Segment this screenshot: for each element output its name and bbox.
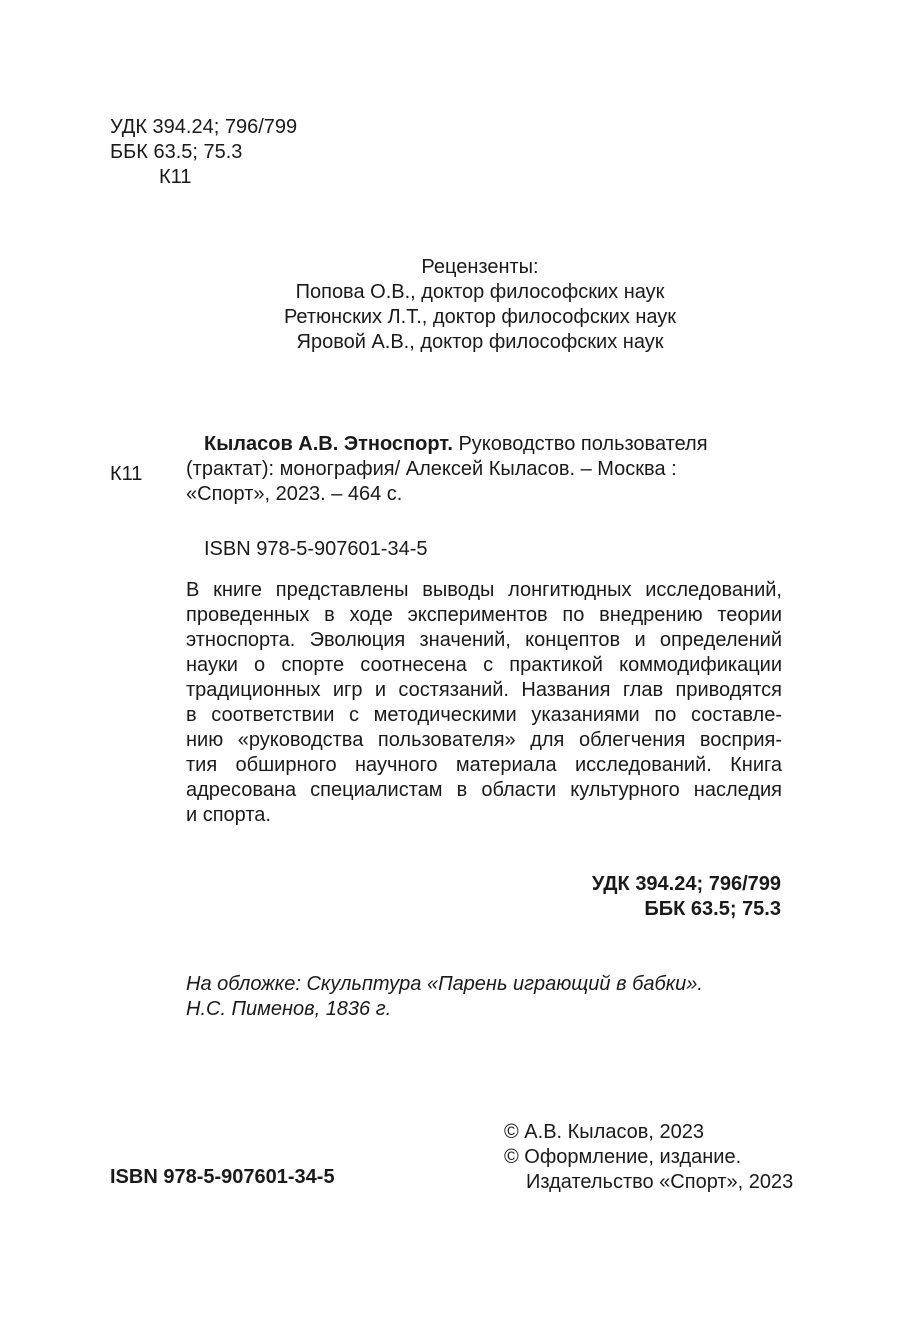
bbk-code-right: ББК 63.5; 75.3	[644, 898, 781, 920]
classification-block	[110, 115, 297, 190]
isbn-bottom: ISBN 978-5-907601-34-5	[110, 1166, 335, 1188]
reviewers-block	[250, 255, 710, 355]
biblio-subtitle: Руководство пользователя	[452, 433, 708, 455]
copyright-author: © А.В. Кыласов, 2023	[504, 1121, 705, 1143]
biblio-author-mark: К11	[110, 463, 143, 485]
abstract-line: традиционных игр и состязаний. Названия глав приводятся	[186, 679, 782, 701]
classification-right-block	[592, 872, 781, 922]
abstract-last-line: и спорта.	[186, 804, 271, 826]
abstract-line: нию «руководства пользователя» для облегчения восприя-	[186, 729, 782, 751]
biblio-line-1	[186, 432, 782, 457]
copyright-block	[504, 1120, 793, 1195]
cover-note-line-1: На обложке: Скульптура «Парень играющий в бабки».	[186, 973, 703, 995]
cover-note	[186, 972, 703, 1022]
cover-note-line-2: Н.С. Пименов, 1836 г.	[186, 998, 392, 1020]
biblio-line-3: «Спорт», 2023. – 464 с.	[186, 483, 403, 505]
abstract-line: в соответствии с методическими указаниями по составле-	[186, 704, 782, 726]
reviewer-item: Яровой А.В., доктор философских наук	[296, 331, 664, 353]
udk-code-right: УДК 394.24; 796/799	[591, 873, 781, 895]
abstract-line: тия обширного научного материала исследований. Книга	[186, 754, 782, 776]
biblio-line-2: (трактат): монография/ Алексей Кыласов. – Москва :	[186, 458, 677, 480]
abstract-line: В книге представлены выводы лонгитюдных исследований,	[186, 579, 782, 601]
copyright-design: © Оформление, издание.	[504, 1146, 742, 1168]
bbk-code: ББК 63.5; 75.3	[110, 141, 243, 163]
abstract-line: этноспорта. Эволюция значений, концептов и определений	[186, 629, 782, 651]
abstract-line: науки о спорте соотнесена с практикой коммодификации	[186, 654, 782, 676]
reviewer-item: Попова О.В., доктор философских наук	[295, 281, 665, 303]
isbn-record: ISBN 978-5-907601-34-5	[204, 538, 428, 560]
biblio-title: Кыласов А.В. Этноспорт.	[204, 433, 453, 455]
reviewers-heading: Рецензенты:	[421, 256, 539, 278]
abstract-paragraph	[186, 578, 782, 828]
bibliographic-record	[186, 432, 782, 507]
abstract-line: проведенных в ходе экспериментов по внедрению теории	[186, 604, 782, 626]
abstract-line: адресована специалистам в области культурного наследия	[186, 779, 782, 801]
udk-code: УДК 394.24; 796/799	[110, 116, 298, 138]
reviewer-item: Ретюнских Л.Т., доктор философских наук	[283, 306, 677, 328]
copyright-publisher: Издательство «Спорт», 2023	[526, 1171, 794, 1193]
author-mark: К11	[159, 166, 192, 188]
